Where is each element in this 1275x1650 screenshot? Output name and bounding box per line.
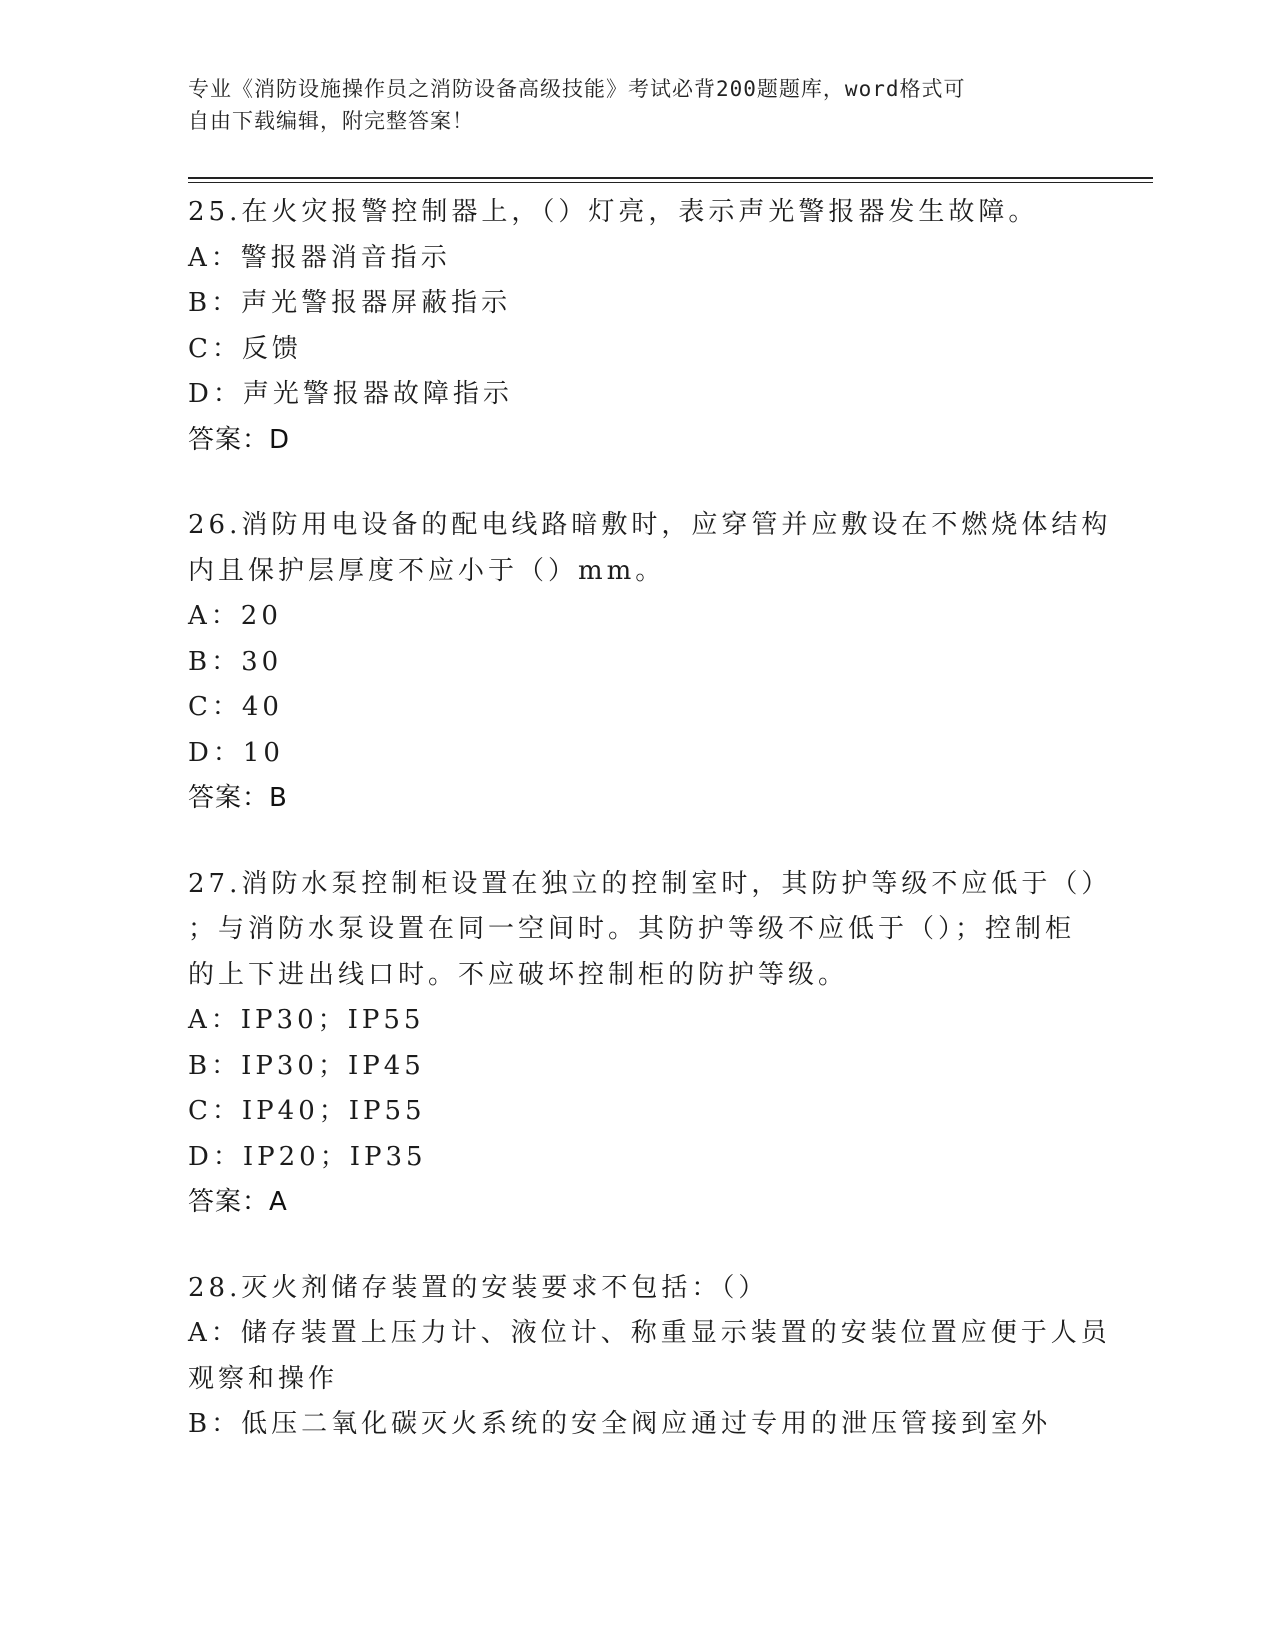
question-stem: 27.消防水泵控制柜设置在独立的控制室时，其防护等级不应低于（） (188, 868, 1112, 899)
answer-label: 答案：B (188, 783, 288, 813)
question-28 (188, 1266, 1111, 1448)
option-c: C：40 (188, 692, 283, 722)
header-line-2: 自由下载编辑，附完整答案！ (188, 109, 474, 133)
option-d: D：声光警报器故障指示 (188, 379, 513, 409)
option-a: A：警报器消音指示 (188, 242, 451, 273)
question-stem: 25.在火灾报警控制器上，（）灯亮，表示声光警报器发生故障。 (188, 197, 1039, 227)
question-25 (188, 190, 1088, 463)
question-stem-continued: ；与消防水泵设置在同一空间时。其防护等级不应低于（）；控制柜 (188, 914, 1076, 944)
option-d: D：IP20；IP35 (188, 1141, 427, 1172)
option-a: A：储存装置上压力计、液位计、称重显示装置的安装位置应便于人员 (188, 1318, 1111, 1348)
question-stem-continued: 内且保护层厚度不应小于（）mm。 (188, 555, 666, 586)
document-header (188, 73, 1088, 137)
header-divider-thick (188, 177, 1153, 179)
option-a-continued: 观察和操作 (188, 1363, 339, 1394)
question-stem: 26.消防用电设备的配电线路暗敷时，应穿管并应敷设在不燃烧体结构 (188, 510, 1112, 540)
header-line-1: 专业《消防设施操作员之消防设备高级技能》考试必背200题题库，word格式可 (188, 77, 966, 101)
answer-label: 答案：D (188, 424, 291, 455)
option-b: B：IP30；IP45 (188, 1050, 425, 1081)
question-26 (188, 503, 1112, 822)
option-c: C：反馈 (188, 333, 302, 364)
question-list (188, 190, 1112, 1488)
option-a: A：IP30；IP55 (188, 1005, 425, 1035)
question-27 (188, 862, 1112, 1226)
option-b: B：声光警报器屏蔽指示 (188, 288, 512, 318)
question-stem: 28.灭火剂储存装置的安装要求不包括：（） (188, 1272, 769, 1303)
answer-label: 答案：A (188, 1187, 288, 1217)
header-divider-thin (188, 182, 1153, 183)
option-b: B：低压二氧化碳灭火系统的安全阀应通过专用的泄压管接到室外 (188, 1409, 1052, 1439)
option-a: A：20 (188, 601, 282, 631)
option-d: D：10 (188, 737, 284, 768)
option-c: C：IP40；IP55 (188, 1096, 426, 1126)
option-b: B：30 (188, 646, 283, 677)
question-stem-continued: 的上下进出线口时。不应破坏控制柜的防护等级。 (188, 959, 849, 990)
